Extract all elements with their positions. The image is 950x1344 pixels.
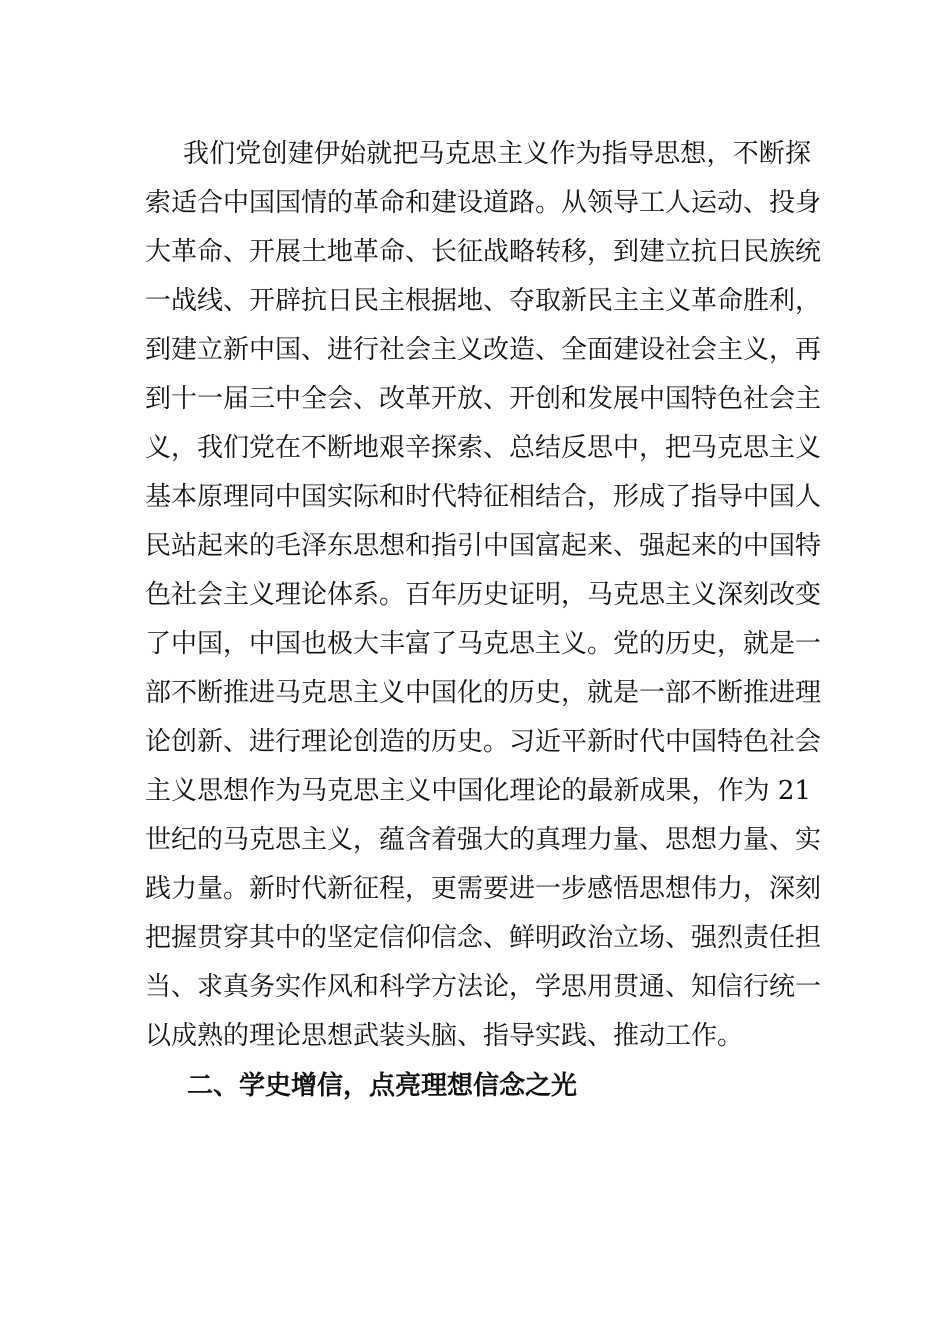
paragraph-line: 索适合中国国情的革命和建设道路。从领导工人运动、投身 xyxy=(145,188,822,218)
paragraph-line: 践力量。新时代新征程，更需要进一步感悟思想伟力，深刻 xyxy=(145,874,822,904)
paragraph-line: 我们党创建伊始就把马克思主义作为指导思想，不断探 xyxy=(183,139,811,169)
paragraph-line: 基本原理同中国实际和时代特征相结合，形成了指导中国人 xyxy=(145,482,822,512)
paragraph-line: 到十一届三中全会、改革开放、开创和发展中国特色社会主 xyxy=(145,384,822,414)
paragraph-line: 以成熟的理论思想武装头脑、指导实践、推动工作。 xyxy=(145,1021,744,1051)
paragraph-line: 主义思想作为马克思主义中国化理论的最新成果，作为 21 xyxy=(145,776,811,806)
paragraph-line: 了中国，中国也极大丰富了马克思主义。党的历史，就是一 xyxy=(145,629,822,659)
document-body xyxy=(145,130,822,1111)
paragraph-line: 一战线、开辟抗日民主根据地、夺取新民主主义革命胜利， xyxy=(145,286,822,316)
body-paragraph xyxy=(145,130,822,1061)
paragraph-line: 当、求真务实作风和科学方法论，学思用贯通、知信行统一 xyxy=(145,972,822,1002)
paragraph-line: 论创新、进行理论创造的历史。习近平新时代中国特色社会 xyxy=(145,727,822,757)
paragraph-line: 义，我们党在不断地艰辛探索、总结反思中，把马克思主义 xyxy=(145,433,822,463)
paragraph-line: 把握贯穿其中的坚定信仰信念、鲜明政治立场、强烈责任担 xyxy=(145,923,822,953)
section-heading: 二、学史增信，点亮理想信念之光 xyxy=(187,1071,578,1101)
paragraph-line: 民站起来的毛泽东思想和指引中国富起来、强起来的中国特 xyxy=(145,531,822,561)
paragraph-line: 部不断推进马克思主义中国化的历史，就是一部不断推进理 xyxy=(145,678,822,708)
paragraph-line: 到建立新中国、进行社会主义改造、全面建设社会主义，再 xyxy=(145,335,822,365)
paragraph-line: 世纪的马克思主义，蕴含着强大的真理力量、思想力量、实 xyxy=(145,825,822,855)
paragraph-line: 色社会主义理论体系。百年历史证明，马克思主义深刻改变 xyxy=(145,580,822,610)
paragraph-line: 大革命、开展土地革命、长征战略转移，到建立抗日民族统 xyxy=(145,237,822,267)
